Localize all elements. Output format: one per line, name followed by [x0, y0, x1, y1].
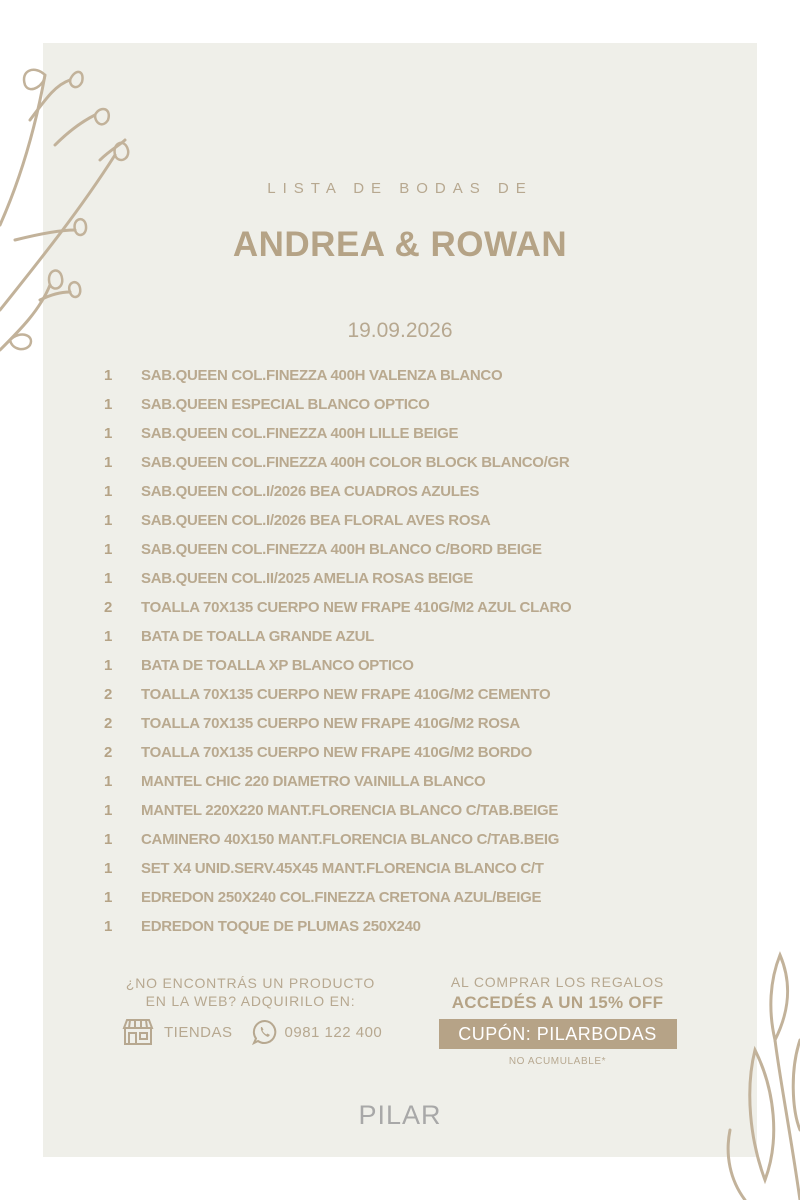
list-item	[0, 506, 800, 535]
item-quantity: 1	[104, 657, 113, 674]
fine-print: NO ACUMULABLE*	[508, 1056, 607, 1067]
brand-logo: PILAR	[358, 1100, 442, 1130]
item-name: SAB.QUEEN COL.II/2025 AMELIA ROSAS BEIGE	[141, 570, 473, 587]
registry-eyebrow: LISTA DE BODAS DE	[267, 180, 533, 197]
item-quantity: 1	[104, 831, 113, 848]
item-name: TOALLA 70X135 CUERPO NEW FRAPE 410G/M2 BORDO	[141, 744, 533, 761]
list-item	[0, 361, 800, 390]
item-name: CAMINERO 40X150 MANT.FLORENCIA BLANCO C/TAB.BEIG	[141, 831, 560, 848]
not-found-notice	[108, 974, 393, 1010]
leaf-branch-bottom-right	[700, 940, 800, 1200]
couple-names: ANDREA & ROWAN	[232, 225, 568, 264]
coupon-badge: CUPÓN: PILARBODAS	[439, 1019, 677, 1049]
list-item	[0, 622, 800, 651]
item-quantity: 1	[104, 541, 113, 558]
item-name: SAB.QUEEN COL.FINEZZA 400H BLANCO C/BORD BEIGE	[141, 541, 542, 558]
item-name: BATA DE TOALLA XP BLANCO OPTICO	[141, 657, 414, 674]
item-name: EDREDON 250X240 COL.FINEZZA CRETONA AZUL/BEIGE	[141, 889, 542, 906]
item-name: BATA DE TOALLA GRANDE AZUL	[141, 628, 375, 645]
list-item	[0, 912, 800, 941]
list-item	[0, 709, 800, 738]
list-item	[0, 680, 800, 709]
item-quantity: 1	[104, 802, 113, 819]
phone-number[interactable]: 0981 122 400	[284, 1023, 383, 1041]
item-quantity: 1	[104, 628, 113, 645]
item-name: EDREDON TOQUE DE PLUMAS 250X240	[141, 918, 421, 935]
list-item	[0, 796, 800, 825]
gift-list	[0, 361, 800, 941]
contact-row	[122, 1018, 382, 1046]
stores-link[interactable]: TIENDAS	[164, 1023, 233, 1041]
item-quantity: 1	[104, 425, 113, 442]
list-item	[0, 448, 800, 477]
item-name: MANTEL CHIC 220 DIAMETRO VAINILLA BLANCO	[141, 773, 486, 790]
item-quantity: 2	[104, 715, 113, 732]
list-item	[0, 419, 800, 448]
wedding-date: 19.09.2026	[347, 319, 453, 342]
list-item	[0, 825, 800, 854]
item-name: SAB.QUEEN COL.I/2026 BEA FLORAL AVES ROSA	[141, 512, 491, 529]
leaf-branch-top-left	[0, 60, 140, 360]
item-name: SAB.QUEEN COL.FINEZZA 400H VALENZA BLANCO	[141, 367, 503, 384]
item-name: SAB.QUEEN COL.I/2026 BEA CUADROS AZULES	[141, 483, 480, 500]
item-quantity: 1	[104, 454, 113, 471]
item-name: TOALLA 70X135 CUERPO NEW FRAPE 410G/M2 ROSA	[141, 715, 520, 732]
item-quantity: 2	[104, 686, 113, 703]
store-icon	[122, 1018, 154, 1046]
item-name: MANTEL 220X220 MANT.FLORENCIA BLANCO C/TAB.BEIGE	[141, 802, 559, 819]
item-quantity: 1	[104, 918, 113, 935]
item-quantity: 2	[104, 744, 113, 761]
item-name: SAB.QUEEN COL.FINEZZA 400H LILLE BEIGE	[141, 425, 459, 442]
list-item	[0, 883, 800, 912]
not-found-line-1: ¿NO ENCONTRÁS UN PRODUCTO	[125, 975, 376, 991]
list-item	[0, 390, 800, 419]
list-item	[0, 564, 800, 593]
not-found-line-2: EN LA WEB? ADQUIRILO EN:	[145, 993, 356, 1009]
list-item	[0, 767, 800, 796]
item-quantity: 1	[104, 860, 113, 877]
whatsapp-icon	[251, 1018, 279, 1046]
item-quantity: 1	[104, 483, 113, 500]
item-name: TOALLA 70X135 CUERPO NEW FRAPE 410G/M2 CEMENTO	[141, 686, 551, 703]
list-item	[0, 477, 800, 506]
item-quantity: 1	[104, 367, 113, 384]
discount-promo	[430, 974, 685, 1067]
item-name: TOALLA 70X135 CUERPO NEW FRAPE 410G/M2 AZUL CLARO	[141, 599, 572, 616]
list-item	[0, 854, 800, 883]
item-quantity: 2	[104, 599, 113, 616]
item-name: SAB.QUEEN COL.FINEZZA 400H COLOR BLOCK BLANCO/GR	[141, 454, 570, 471]
list-item	[0, 738, 800, 767]
item-name: SAB.QUEEN ESPECIAL BLANCO OPTICO	[141, 396, 430, 413]
promo-line-1: AL COMPRAR LOS REGALOS	[450, 974, 665, 990]
item-quantity: 1	[104, 773, 113, 790]
item-quantity: 1	[104, 889, 113, 906]
list-item	[0, 651, 800, 680]
list-item	[0, 593, 800, 622]
item-quantity: 1	[104, 512, 113, 529]
item-quantity: 1	[104, 396, 113, 413]
item-quantity: 1	[104, 570, 113, 587]
item-name: SET X4 UNID.SERV.45X45 MANT.FLORENCIA BLANCO C/T	[141, 860, 544, 877]
list-item	[0, 535, 800, 564]
promo-line-2: ACCEDÉS A UN 15% OFF	[451, 993, 664, 1012]
